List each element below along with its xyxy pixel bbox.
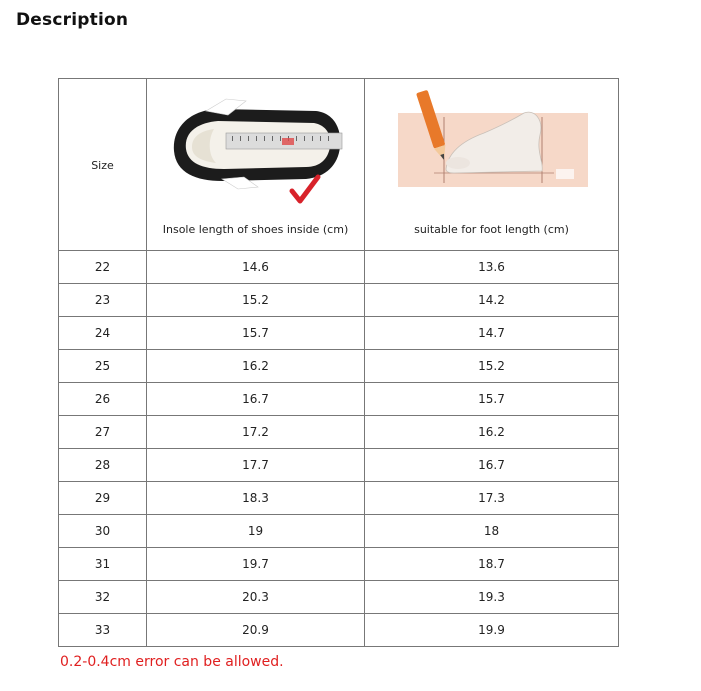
table-row (59, 449, 619, 482)
foot-cell: 18.7 (365, 548, 619, 581)
foot-header-cell (365, 79, 619, 251)
table-header-row (59, 79, 619, 251)
size-cell: 23 (59, 284, 147, 317)
insole-cell: 15.2 (147, 284, 365, 317)
size-header-cell (59, 79, 147, 251)
table-row (59, 317, 619, 350)
size-cell: 24 (59, 317, 147, 350)
foot-cell: 16.7 (365, 449, 619, 482)
insole-cell: 15.7 (147, 317, 365, 350)
table-row (59, 482, 619, 515)
size-cell: 31 (59, 548, 147, 581)
size-cell: 29 (59, 482, 147, 515)
insole-cell: 19 (147, 515, 365, 548)
size-cell: 33 (59, 614, 147, 647)
size-cell: 25 (59, 350, 147, 383)
table-row (59, 548, 619, 581)
insole-cell: 17.2 (147, 416, 365, 449)
foot-cell: 16.2 (365, 416, 619, 449)
size-cell: 27 (59, 416, 147, 449)
insole-cell: 17.7 (147, 449, 365, 482)
size-chart-table (58, 78, 619, 647)
insole-header: Insole length of shoes inside (cm) (162, 223, 349, 236)
table-row (59, 251, 619, 284)
table-row (59, 383, 619, 416)
size-cell: 26 (59, 383, 147, 416)
foot-measure-icon (394, 89, 590, 189)
size-header: Size (91, 158, 114, 172)
table-row (59, 350, 619, 383)
size-cell: 22 (59, 251, 147, 284)
foot-cell: 13.6 (365, 251, 619, 284)
foot-cell: 18 (365, 515, 619, 548)
insole-header-cell (147, 79, 365, 251)
size-cell: 30 (59, 515, 147, 548)
foot-cell: 19.9 (365, 614, 619, 647)
insole-cell: 18.3 (147, 482, 365, 515)
insole-cell: 19.7 (147, 548, 365, 581)
table-row (59, 581, 619, 614)
foot-cell: 19.3 (365, 581, 619, 614)
foot-cell: 17.3 (365, 482, 619, 515)
table-row (59, 515, 619, 548)
foot-cell: 15.2 (365, 350, 619, 383)
insole-cell: 14.6 (147, 251, 365, 284)
foot-cell: 14.2 (365, 284, 619, 317)
table-row (59, 284, 619, 317)
insole-cell: 16.2 (147, 350, 365, 383)
foot-cell: 14.7 (365, 317, 619, 350)
size-cell: 28 (59, 449, 147, 482)
table-row (59, 416, 619, 449)
table-row (59, 614, 619, 647)
insole-cell: 20.9 (147, 614, 365, 647)
page-title: Description (16, 10, 129, 30)
shoe-insole-measure-icon (166, 89, 346, 209)
size-cell: 32 (59, 581, 147, 614)
insole-cell: 20.3 (147, 581, 365, 614)
error-tolerance-note: 0.2-0.4cm error can be allowed. (60, 654, 284, 670)
insole-cell: 16.7 (147, 383, 365, 416)
foot-header: suitable for foot length (cm) (414, 223, 569, 236)
foot-cell: 15.7 (365, 383, 619, 416)
